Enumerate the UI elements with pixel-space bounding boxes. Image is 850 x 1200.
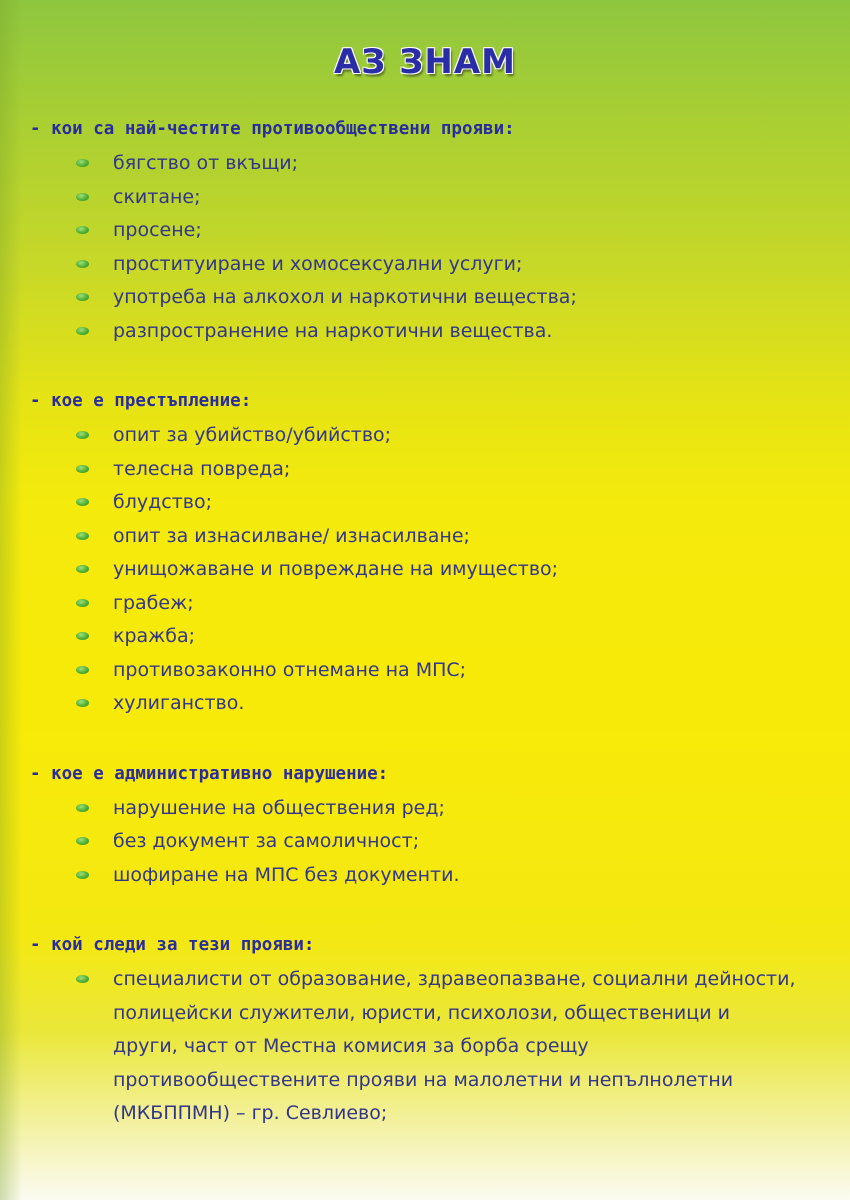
section-heading: - кое е престъпление: (30, 391, 252, 411)
list-item (30, 181, 800, 215)
list-item (30, 792, 800, 826)
bullet-icon (76, 193, 89, 201)
bullet-icon (76, 565, 89, 573)
list-item (30, 486, 800, 520)
list-item-text: телесна повреда; (113, 457, 291, 480)
list-item-text: опит за изнасилване/ изнасилване; (113, 524, 470, 547)
bullet-icon (76, 532, 89, 540)
section-antisocial-behaviors (30, 114, 800, 348)
list-item (30, 687, 800, 721)
list-item (30, 281, 800, 315)
list-item-text: специалисти от образование, здравеопазване, социални дейности, полицейски служители, юристи, психолози, общественици и други, част от Местна комисия за борба срещу противообществените прояви на малолетни и непълнолетни (МКБППМН) – гр. Севлиево; (113, 968, 796, 1124)
bullet-icon (76, 327, 89, 335)
bullet-icon (76, 465, 89, 473)
bullet-icon (76, 226, 89, 234)
flyer-content (30, 114, 800, 1169)
list-item (30, 620, 800, 654)
list-item-text: употреба на алкохол и наркотични вещества; (113, 286, 577, 308)
bullet-icon (76, 159, 89, 167)
section-heading: - кой следи за тези прояви: (30, 935, 315, 955)
bullet-icon (76, 599, 89, 607)
bullet-icon (76, 975, 89, 983)
bullet-icon (76, 837, 89, 845)
bullet-icon (76, 293, 89, 301)
list-item (30, 587, 800, 621)
list-item-text: кражба; (113, 625, 196, 647)
list-item-text: грабеж; (113, 591, 194, 614)
bullet-list (30, 792, 800, 893)
section-crimes (30, 386, 800, 721)
bullet-icon (76, 632, 89, 640)
list-item-text: опит за убийство/убийство; (113, 424, 392, 446)
bullet-icon (76, 498, 89, 506)
bullet-icon (76, 260, 89, 268)
list-item-text: проституиране и хомосексуални услуги; (113, 252, 523, 275)
list-item-text: разпространение на наркотични вещества. (113, 319, 553, 342)
list-item-text: бягство от вкъщи; (113, 152, 298, 174)
list-item (30, 553, 800, 587)
list-item (30, 147, 800, 181)
list-item (30, 214, 800, 248)
list-item-text: противозаконно отнемане на МПС; (113, 658, 467, 681)
list-item (30, 315, 800, 349)
list-item-text: без документ за самоличност; (113, 830, 420, 852)
list-item (30, 963, 800, 1131)
list-item (30, 248, 800, 282)
list-item-text: просене; (113, 219, 202, 241)
bullet-list (30, 419, 800, 721)
section-heading: - кое е административно нарушение: (30, 763, 389, 784)
bullet-icon (76, 666, 89, 674)
list-item (30, 825, 800, 859)
list-item-text: нарушение на обществения ред; (113, 796, 445, 819)
list-item (30, 419, 800, 453)
list-item (30, 654, 800, 688)
bullet-list (30, 963, 800, 1131)
list-item (30, 520, 800, 554)
list-item (30, 453, 800, 487)
list-item-text: унищожаване и повреждане на имущество; (113, 558, 559, 580)
section-heading: - кои са най-честите противообществени прояви: (30, 119, 515, 139)
bullet-icon (76, 431, 89, 439)
section-who-monitors (30, 930, 800, 1131)
bullet-icon (76, 699, 89, 707)
page-edge-shadow (0, 0, 22, 1200)
page-title: АЗ ЗНАМ (333, 42, 517, 82)
bullet-icon (76, 804, 89, 812)
list-item-text: скитане; (113, 185, 201, 208)
list-item-text: блудство; (113, 491, 212, 513)
section-administrative-violations (30, 759, 800, 893)
list-item-text: хулиганство. (113, 692, 245, 714)
list-item (30, 859, 800, 893)
bullet-list (30, 147, 800, 348)
bullet-icon (76, 871, 89, 879)
list-item-text: шофиране на МПС без документи. (113, 863, 460, 886)
